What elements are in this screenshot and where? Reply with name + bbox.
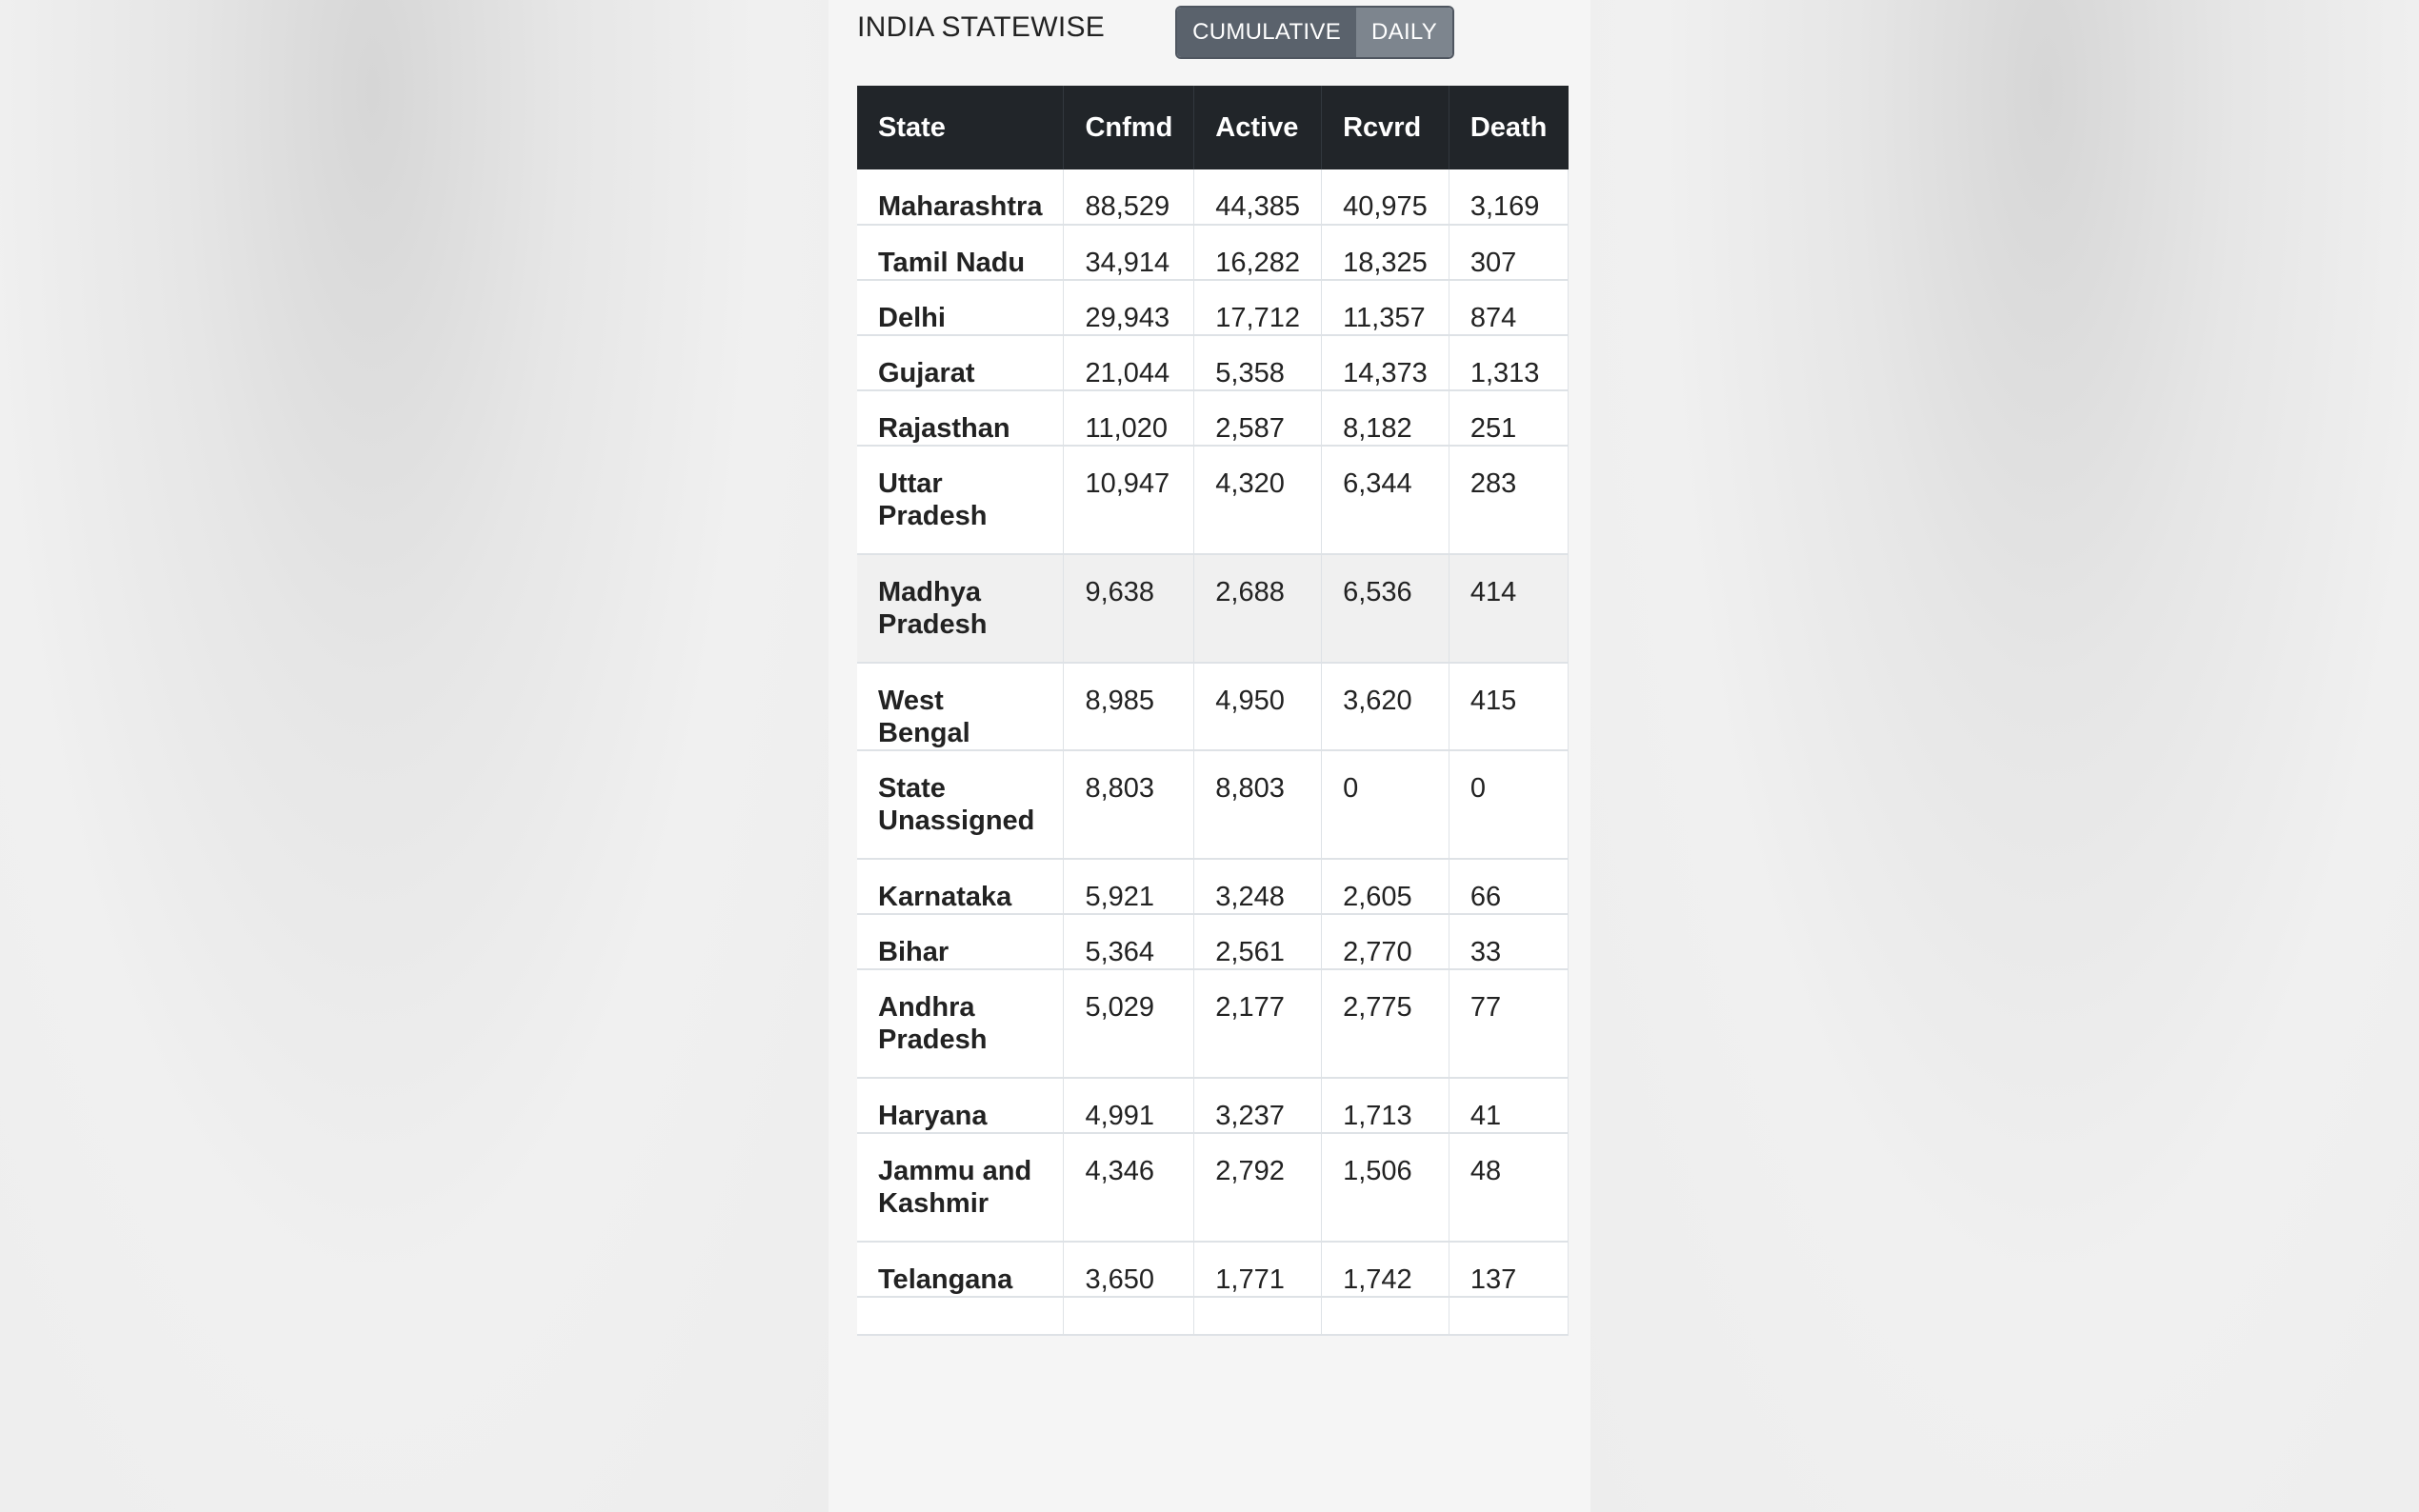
column-header-confirmed[interactable]: Cnfmd: [1064, 86, 1194, 169]
table-row[interactable]: [857, 859, 1569, 914]
active-value: 5,358: [1194, 335, 1322, 390]
recovered-value: 1,713: [1322, 1078, 1449, 1133]
table-row[interactable]: [857, 225, 1569, 280]
death-value: 1,313: [1449, 335, 1568, 390]
confirmed-value: [1064, 1297, 1194, 1335]
death-value: 77: [1449, 969, 1568, 1078]
column-header-death[interactable]: Death: [1469, 111, 1548, 143]
confirmed-value: 5,029: [1064, 969, 1194, 1078]
column-header-state[interactable]: State: [857, 86, 1064, 169]
active-value: 3,237: [1194, 1078, 1322, 1133]
state-name: Jammu and Kashmir: [857, 1133, 1064, 1242]
recovered-value: 6,344: [1322, 446, 1449, 554]
confirmed-value: 9,638: [1064, 554, 1194, 663]
death-value: 33: [1449, 914, 1568, 969]
death-value: 415: [1449, 663, 1568, 750]
statewise-table: [857, 86, 1569, 1336]
active-value: 2,792: [1194, 1133, 1322, 1242]
recovered-value: 18,325: [1322, 225, 1449, 280]
table-row[interactable]: [857, 914, 1569, 969]
page-title: INDIA STATEWISE: [857, 11, 1106, 43]
column-header-recovered[interactable]: Rcvrd: [1322, 86, 1449, 169]
recovered-value: 14,373: [1322, 335, 1449, 390]
active-value: 2,177: [1194, 969, 1322, 1078]
state-name: Delhi: [857, 280, 1064, 335]
recovered-value: 1,742: [1322, 1242, 1449, 1297]
confirmed-value: 8,985: [1064, 663, 1194, 750]
recovered-value: 1,506: [1322, 1133, 1449, 1242]
confirmed-value: 88,529: [1064, 169, 1194, 225]
table-row[interactable]: [857, 750, 1569, 859]
state-name: [857, 1297, 1064, 1335]
confirmed-value: 10,947: [1064, 446, 1194, 554]
recovered-value: 2,605: [1322, 859, 1449, 914]
recovered-value: 0: [1322, 750, 1449, 859]
recovered-value: 2,775: [1322, 969, 1449, 1078]
cumulative-button[interactable]: CUMULATIVE: [1177, 8, 1356, 57]
panel-header: [857, 6, 1454, 59]
table-row[interactable]: [857, 169, 1569, 225]
active-value: 4,950: [1194, 663, 1322, 750]
active-value: 16,282: [1194, 225, 1322, 280]
death-value: 874: [1449, 280, 1568, 335]
state-name: Gujarat: [857, 335, 1064, 390]
statewise-panel: [829, 0, 1590, 1512]
active-value: 2,561: [1194, 914, 1322, 969]
confirmed-value: 4,991: [1064, 1078, 1194, 1133]
death-value: 48: [1449, 1133, 1568, 1242]
death-value: 0: [1449, 750, 1568, 859]
state-name: West Bengal: [857, 663, 1064, 750]
table-row[interactable]: [857, 1078, 1569, 1133]
recovered-value: [1322, 1297, 1449, 1335]
active-value: 1,771: [1194, 1242, 1322, 1297]
state-name: Andhra Pradesh: [857, 969, 1064, 1078]
death-value: 251: [1449, 390, 1568, 446]
table-row[interactable]: [857, 280, 1569, 335]
confirmed-value: 34,914: [1064, 225, 1194, 280]
table-row[interactable]: [857, 1133, 1569, 1242]
recovered-value: 11,357: [1322, 280, 1449, 335]
active-value: [1194, 1297, 1322, 1335]
table-row[interactable]: [857, 969, 1569, 1078]
active-value: 44,385: [1194, 169, 1322, 225]
recovered-value: 6,536: [1322, 554, 1449, 663]
recovered-value: 3,620: [1322, 663, 1449, 750]
table-row[interactable]: [857, 1242, 1569, 1297]
state-name: Rajasthan: [857, 390, 1064, 446]
table-row[interactable]: [857, 390, 1569, 446]
table-row[interactable]: [857, 446, 1569, 554]
table-row[interactable]: [857, 554, 1569, 663]
state-name: Haryana: [857, 1078, 1064, 1133]
table-body: [857, 169, 1569, 1335]
active-value: 2,587: [1194, 390, 1322, 446]
state-name: Maharashtra: [857, 169, 1064, 225]
active-value: 17,712: [1194, 280, 1322, 335]
table-header: [857, 86, 1569, 169]
death-value: 137: [1449, 1242, 1568, 1297]
state-name: Karnataka: [857, 859, 1064, 914]
recovered-value: 40,975: [1322, 169, 1449, 225]
state-name: Uttar Pradesh: [857, 446, 1064, 554]
active-value: 8,803: [1194, 750, 1322, 859]
confirmed-value: 29,943: [1064, 280, 1194, 335]
recovered-value: 2,770: [1322, 914, 1449, 969]
state-name: Telangana: [857, 1242, 1064, 1297]
daily-button[interactable]: DAILY: [1356, 8, 1452, 57]
confirmed-value: 21,044: [1064, 335, 1194, 390]
state-name: Bihar: [857, 914, 1064, 969]
background-left: [0, 0, 829, 1512]
recovered-value: 8,182: [1322, 390, 1449, 446]
death-value: [1449, 1297, 1568, 1335]
view-toggle: [1175, 6, 1454, 59]
table-row[interactable]: [857, 335, 1569, 390]
death-value: 41: [1449, 1078, 1568, 1133]
death-value: 3,169: [1449, 169, 1568, 225]
death-value: 307: [1449, 225, 1568, 280]
confirmed-value: 4,346: [1064, 1133, 1194, 1242]
confirmed-value: 3,650: [1064, 1242, 1194, 1297]
state-name: State Unassigned: [857, 750, 1064, 859]
confirmed-value: 5,921: [1064, 859, 1194, 914]
table-row[interactable]: [857, 663, 1569, 750]
table-row-partial[interactable]: [857, 1297, 1569, 1335]
confirmed-value: 8,803: [1064, 750, 1194, 859]
state-name: Madhya Pradesh: [857, 554, 1064, 663]
death-value: 283: [1449, 446, 1568, 554]
confirmed-value: 5,364: [1064, 914, 1194, 969]
confirmed-value: 11,020: [1064, 390, 1194, 446]
state-name: Tamil Nadu: [857, 225, 1064, 280]
active-value: 2,688: [1194, 554, 1322, 663]
death-value: 66: [1449, 859, 1568, 914]
death-value: 414: [1449, 554, 1568, 663]
column-header-active[interactable]: Active: [1194, 86, 1322, 169]
active-value: 4,320: [1194, 446, 1322, 554]
active-value: 3,248: [1194, 859, 1322, 914]
background-right: [1590, 0, 2419, 1512]
